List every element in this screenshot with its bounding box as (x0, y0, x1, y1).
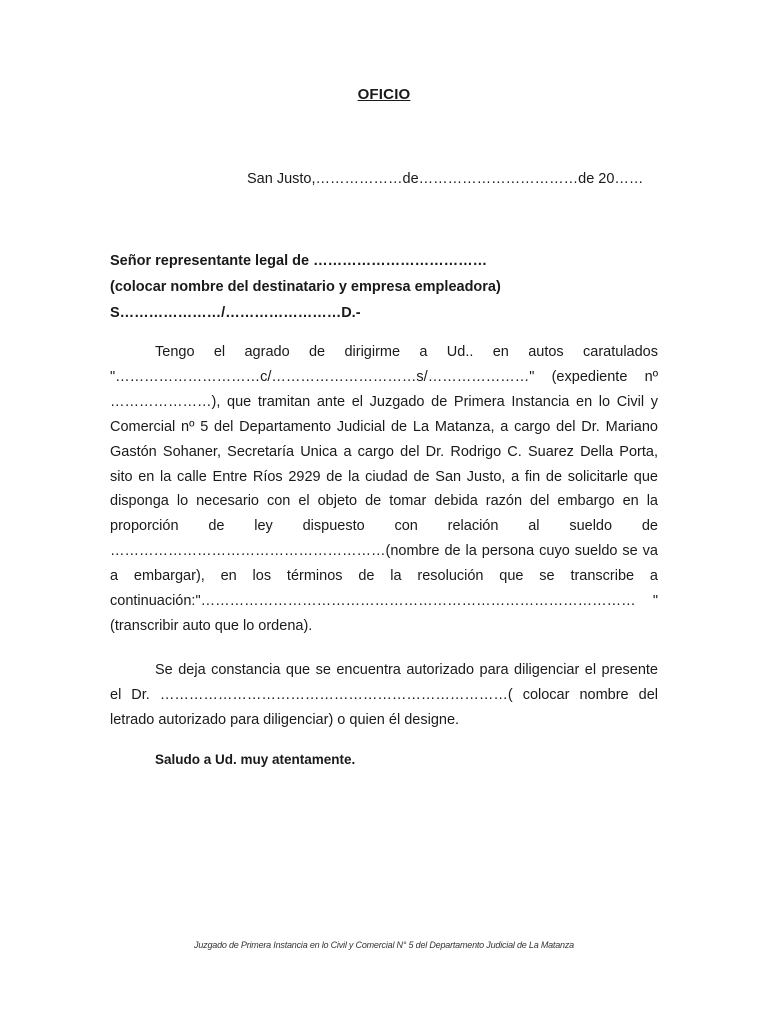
closing-salutation: Saludo a Ud. muy atentamente. (155, 752, 356, 767)
body-paragraph-2: Se deja constancia que se encuentra autorizado para diligenciar el presente el Dr. ………………………………………………………………( colocar nombre del letrado autorizado para diligenciar) o quien él designe. (110, 662, 658, 728)
addressee-line: Señor representante legal de ……………………………… (110, 253, 488, 269)
addressee-block (110, 248, 670, 326)
date-line: San Justo,………………de……………………………de 20…… (247, 171, 644, 187)
body-paragraph-1: Tengo el agrado de dirigirme a Ud.. en autos caratulados "…………………………c/…………………………s/…………………" (expediente nº …………………), que tramitan ante el Juzgado de Primera Instancia en lo Civil y Comercial nº 5 del Departamento Judicial de La Matanza, a cargo del Dr. Mariano Gastón Sohaner, Secretaría Unica a cargo del Dr. Rodrigo C. Suarez Della Porta, sito en la calle Entre Ríos 2929 de la ciudad de San Justo, a fin de solicitarle que disponga lo necesario con el objeto de tomar debida razón del embargo en la proporción de ley dispuesto con relación al sueldo de …………………………………………………(nombre de la persona cuyo sueldo se va a embargar), en los términos de la resolución que se transcribe a continuación:"……………………………………………………………………………… " (transcribir auto que lo ordena). (110, 344, 658, 634)
page-footer: Juzgado de Primera Instancia en lo Civil y Comercial N° 5 del Departamento Judicial de La Matanza (194, 940, 574, 950)
addressee-instruction: (colocar nombre del destinatario y empresa empleadora) (110, 279, 501, 295)
document-title: OFICIO (357, 86, 411, 103)
addressee-sd-line: S…………………/……………………D.- (110, 305, 361, 321)
